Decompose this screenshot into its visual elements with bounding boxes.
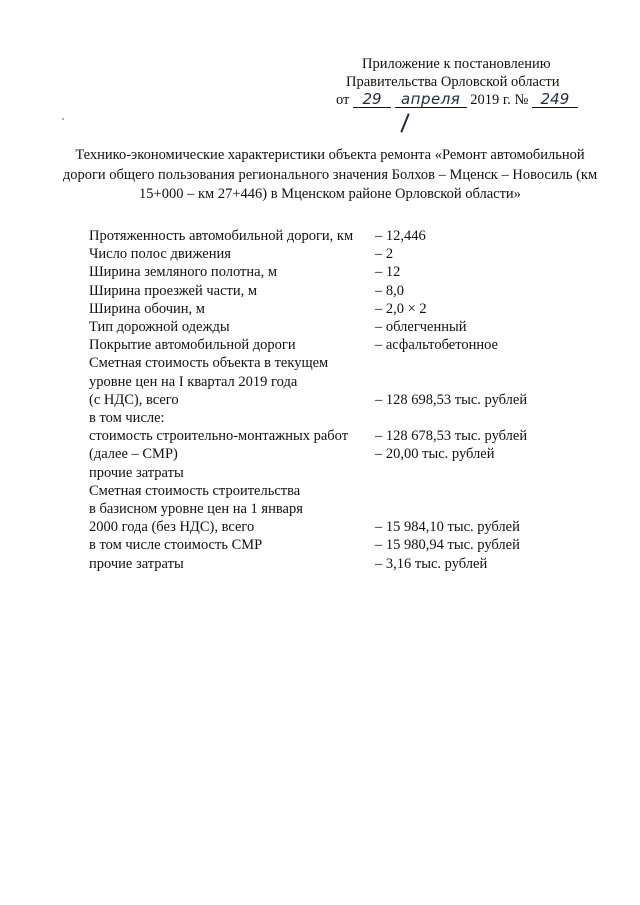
spec-value: – 2 [375,246,394,263]
handwritten-month: апреля [395,91,467,108]
spec-value: – 128 698,53 тыс. рублей [375,391,528,408]
spec-label: в базисном уровне цен на 1 января [89,501,303,518]
spec-label: прочие затраты [89,555,184,572]
spec-row [89,518,609,536]
spec-value [375,500,609,518]
spec-value: – 3,16 тыс. рублей [375,555,488,572]
spec-row [89,354,609,372]
spec-value [375,464,609,482]
spec-label: Покрытие автомобильной дороги [89,337,296,354]
spec-label: Ширина земляного полотна, м [89,264,278,281]
spec-value [375,354,609,372]
spec-label: Число полос движения [89,246,231,263]
spec-value: – асфальтобетонное [375,337,498,354]
spec-label: Ширина проезжей части, м [89,282,258,299]
spec-value: – 128 678,53 тыс. рублей [375,428,528,445]
spec-value: – 15 980,94 тыс. рублей [375,537,520,554]
appendix-date-line [336,91,606,109]
year-and-number-label: 2019 г. № [470,92,529,108]
spec-row [89,482,609,500]
appendix-header [336,55,606,109]
spec-value: – 12,446 [375,228,426,244]
spec-label: (с НДС), всего [89,391,179,408]
spec-label: Тип дорожной одежды [89,319,230,336]
spec-label: 2000 года (без НДС), всего [89,519,255,536]
spec-label: Сметная стоимость строительства [89,482,301,499]
spec-value: – 8,0 [375,282,404,299]
spec-value [375,482,609,500]
spec-value [375,373,609,391]
spec-label: прочие затраты [89,464,184,481]
document-title: Технико-экономические характеристики объекта ремонта «Ремонт автомобильной дороги общего пользования регионального значения Болхов – Мценск – Новосиль (км 15+000 – км 27+446) в Мценском районе Орловской области» [62,147,598,202]
spec-value: – 12 [375,264,401,281]
from-label: от [336,92,350,108]
spec-row [89,427,609,445]
spec-label: в том числе: [89,410,165,427]
spec-row [89,445,609,463]
spec-value: – 20,00 тыс. рублей [375,446,495,463]
handwritten-day: 29 [353,91,391,108]
spec-row [89,263,609,281]
spec-row [89,373,609,391]
spec-row [89,318,609,336]
spec-row [89,409,609,427]
spec-row [89,227,609,245]
spec-row [89,300,609,318]
spec-row [89,336,609,354]
spec-row [89,500,609,518]
spec-value: – 2,0 × 2 [375,300,427,317]
spec-row [89,391,609,409]
specifications-table [89,227,609,573]
pen-stroke-mark [400,113,409,132]
spec-value: – облегченный [375,319,467,336]
appendix-line-1: Приложение к постановлению [362,56,551,72]
spec-label: (далее – СМР) [89,446,178,463]
spec-row [89,555,609,573]
spec-row [89,464,609,482]
spec-row [89,282,609,300]
spec-value [375,409,609,427]
scan-speck [62,118,64,120]
spec-label: Ширина обочин, м [89,300,205,317]
spec-label: стоимость строительно-монтажных работ [89,428,349,445]
spec-label: Сметная стоимость объекта в текущем [89,355,329,372]
spec-label: Протяженность автомобильной дороги, км [89,228,354,244]
spec-label: в том числе стоимость СМР [89,537,263,554]
spec-label: уровне цен на I квартал 2019 года [89,373,298,390]
spec-row [89,245,609,263]
spec-value: – 15 984,10 тыс. рублей [375,519,520,536]
handwritten-doc-number: 249 [532,91,578,108]
appendix-line-2: Правительства Орловской области [346,74,560,90]
spec-row [89,536,609,554]
